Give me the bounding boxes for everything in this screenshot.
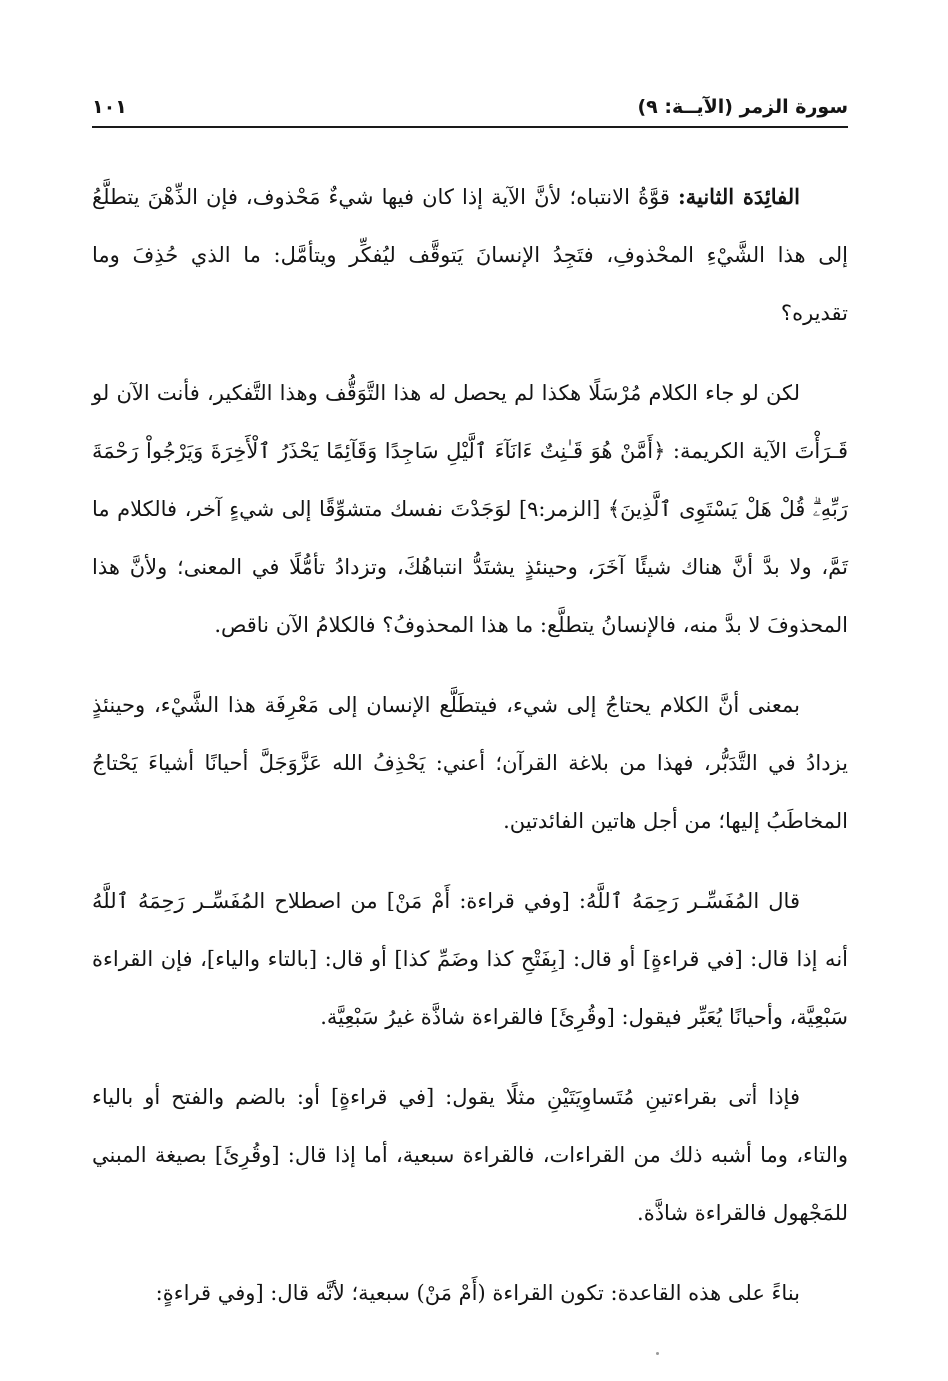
paragraph	[92, 872, 848, 1046]
paragraph	[92, 168, 848, 342]
paragraph	[92, 1264, 848, 1322]
page-header	[92, 92, 848, 128]
surah-title: سورة الزمر (الآيــة: ٩)	[637, 96, 848, 118]
paragraph-text: لكن لو جاء الكلام مُرْسَلًا هكذا لم يحصل له هذا التَّوَقُّف وهذا التَّفكير، فأنت الآن لو قَـرَأْتَ الآية الكريمة: ﴿أَمَّنْ هُوَ قَـٰنِتٌ ءَانَآءَ ٱلَّيْلِ سَاجِدًا وَقَآئِمًا يَحْذَرُ ٱلْأَخِرَةَ وَيَرْجُواْ رَحْمَةَ رَبِّهِۦۗ قُلْ هَلْ يَسْتَوِى ٱلَّذِينَ﴾ [الزمر:٩] لوَجَدْتَ نفسك متشوِّقًا إلى شيءٍ آخر، فالكلام ما تَمَّ، ولا بدَّ أنَّ هناك شيئًا آخَرَ، وحينئذٍ يشتَدُّ انتباهُكَ، وتزدادُ تأمُّلًا في المعنى؛ ولأنَّ هذا المحذوفَ لا بدَّ منه، فالإنسانُ يتطلَّع: ما هذا المحذوفُ؟ فالكلامُ الآن ناقص.	[92, 381, 848, 637]
paragraph	[92, 1068, 848, 1242]
paragraph	[92, 676, 848, 850]
paragraph-text: قوَّةُ الانتباه؛ لأنَّ الآية إذا كان فيها شيءٌ مَحْذوف، فإن الذِّهْنَ يتطلَّعُ إلى هذا الشَّيْءِ المحْذوفِ، فتَجِدُ الإنسانَ يَتوقَّف ليُفكِّر ويتأمَّل: ما الذي حُذِفَ وما تقديره؟	[92, 185, 848, 325]
header-divider	[92, 126, 848, 128]
paragraph-text: قال المُفَسِّـر رَحِمَهُ ٱللَّهُ: [وفي قراءة: أَمْ مَنْ] من اصطلاح المُفَسِّـر رَحِمَهُ ٱللَّهُ أنه إذا قال: [في قراءةٍ] أو قال: [بِفَتْحِ كذا وضَمِّ كذا] أو قال: [بالتاء والياء]، فإن القراءة سَبْعِيَّة، وأحيانًا يُعَبِّر فيقول: [وقُرِئَ] فالقراءة شاذَّة غيرُ سَبْعِيَّة.	[92, 889, 848, 1029]
paragraph	[92, 364, 848, 654]
paragraph-text: فإذا أتى بقراءتينِ مُتَساوِيَتَيْنِ مثلًا يقول: [في قراءةٍ] أو: بالضم والفتح أو بالياء والتاء، وما أشبه ذلك من القراءات، فالقراءة سبعية، أما إذا قال: [وقُرِئَ] بصيغة المبني للمَجْهول فالقراءة شاذَّة.	[92, 1085, 848, 1225]
paragraph-text: بناءً على هذه القاعدة: تكون القراءة (أَمْ مَنْ) سبعية؛ لأنَّه قال: [وفي قراءةٍ:	[155, 1281, 800, 1305]
page-number: ١٠١	[92, 96, 127, 118]
body-text	[92, 168, 848, 1344]
scan-speck	[656, 1352, 659, 1355]
paragraph-text: بمعنى أنَّ الكلام يحتاجُ إلى شيء، فيتطَلَّع الإنسان إلى مَعْرِفَة هذا الشَّيْء، وحينئذٍ يزدادُ في التَّدَبُّر، فهذا من بلاغة القرآن؛ أعني: يَحْذِفُ الله عَزَّوَجَلَّ أحيانًا أشياءَ يَحْتاجُ المخاطَبُ إليها؛ من أجل هاتين الفائدتين.	[92, 693, 848, 833]
paragraph-lead: الفائِدَة الثانية:	[677, 184, 800, 209]
